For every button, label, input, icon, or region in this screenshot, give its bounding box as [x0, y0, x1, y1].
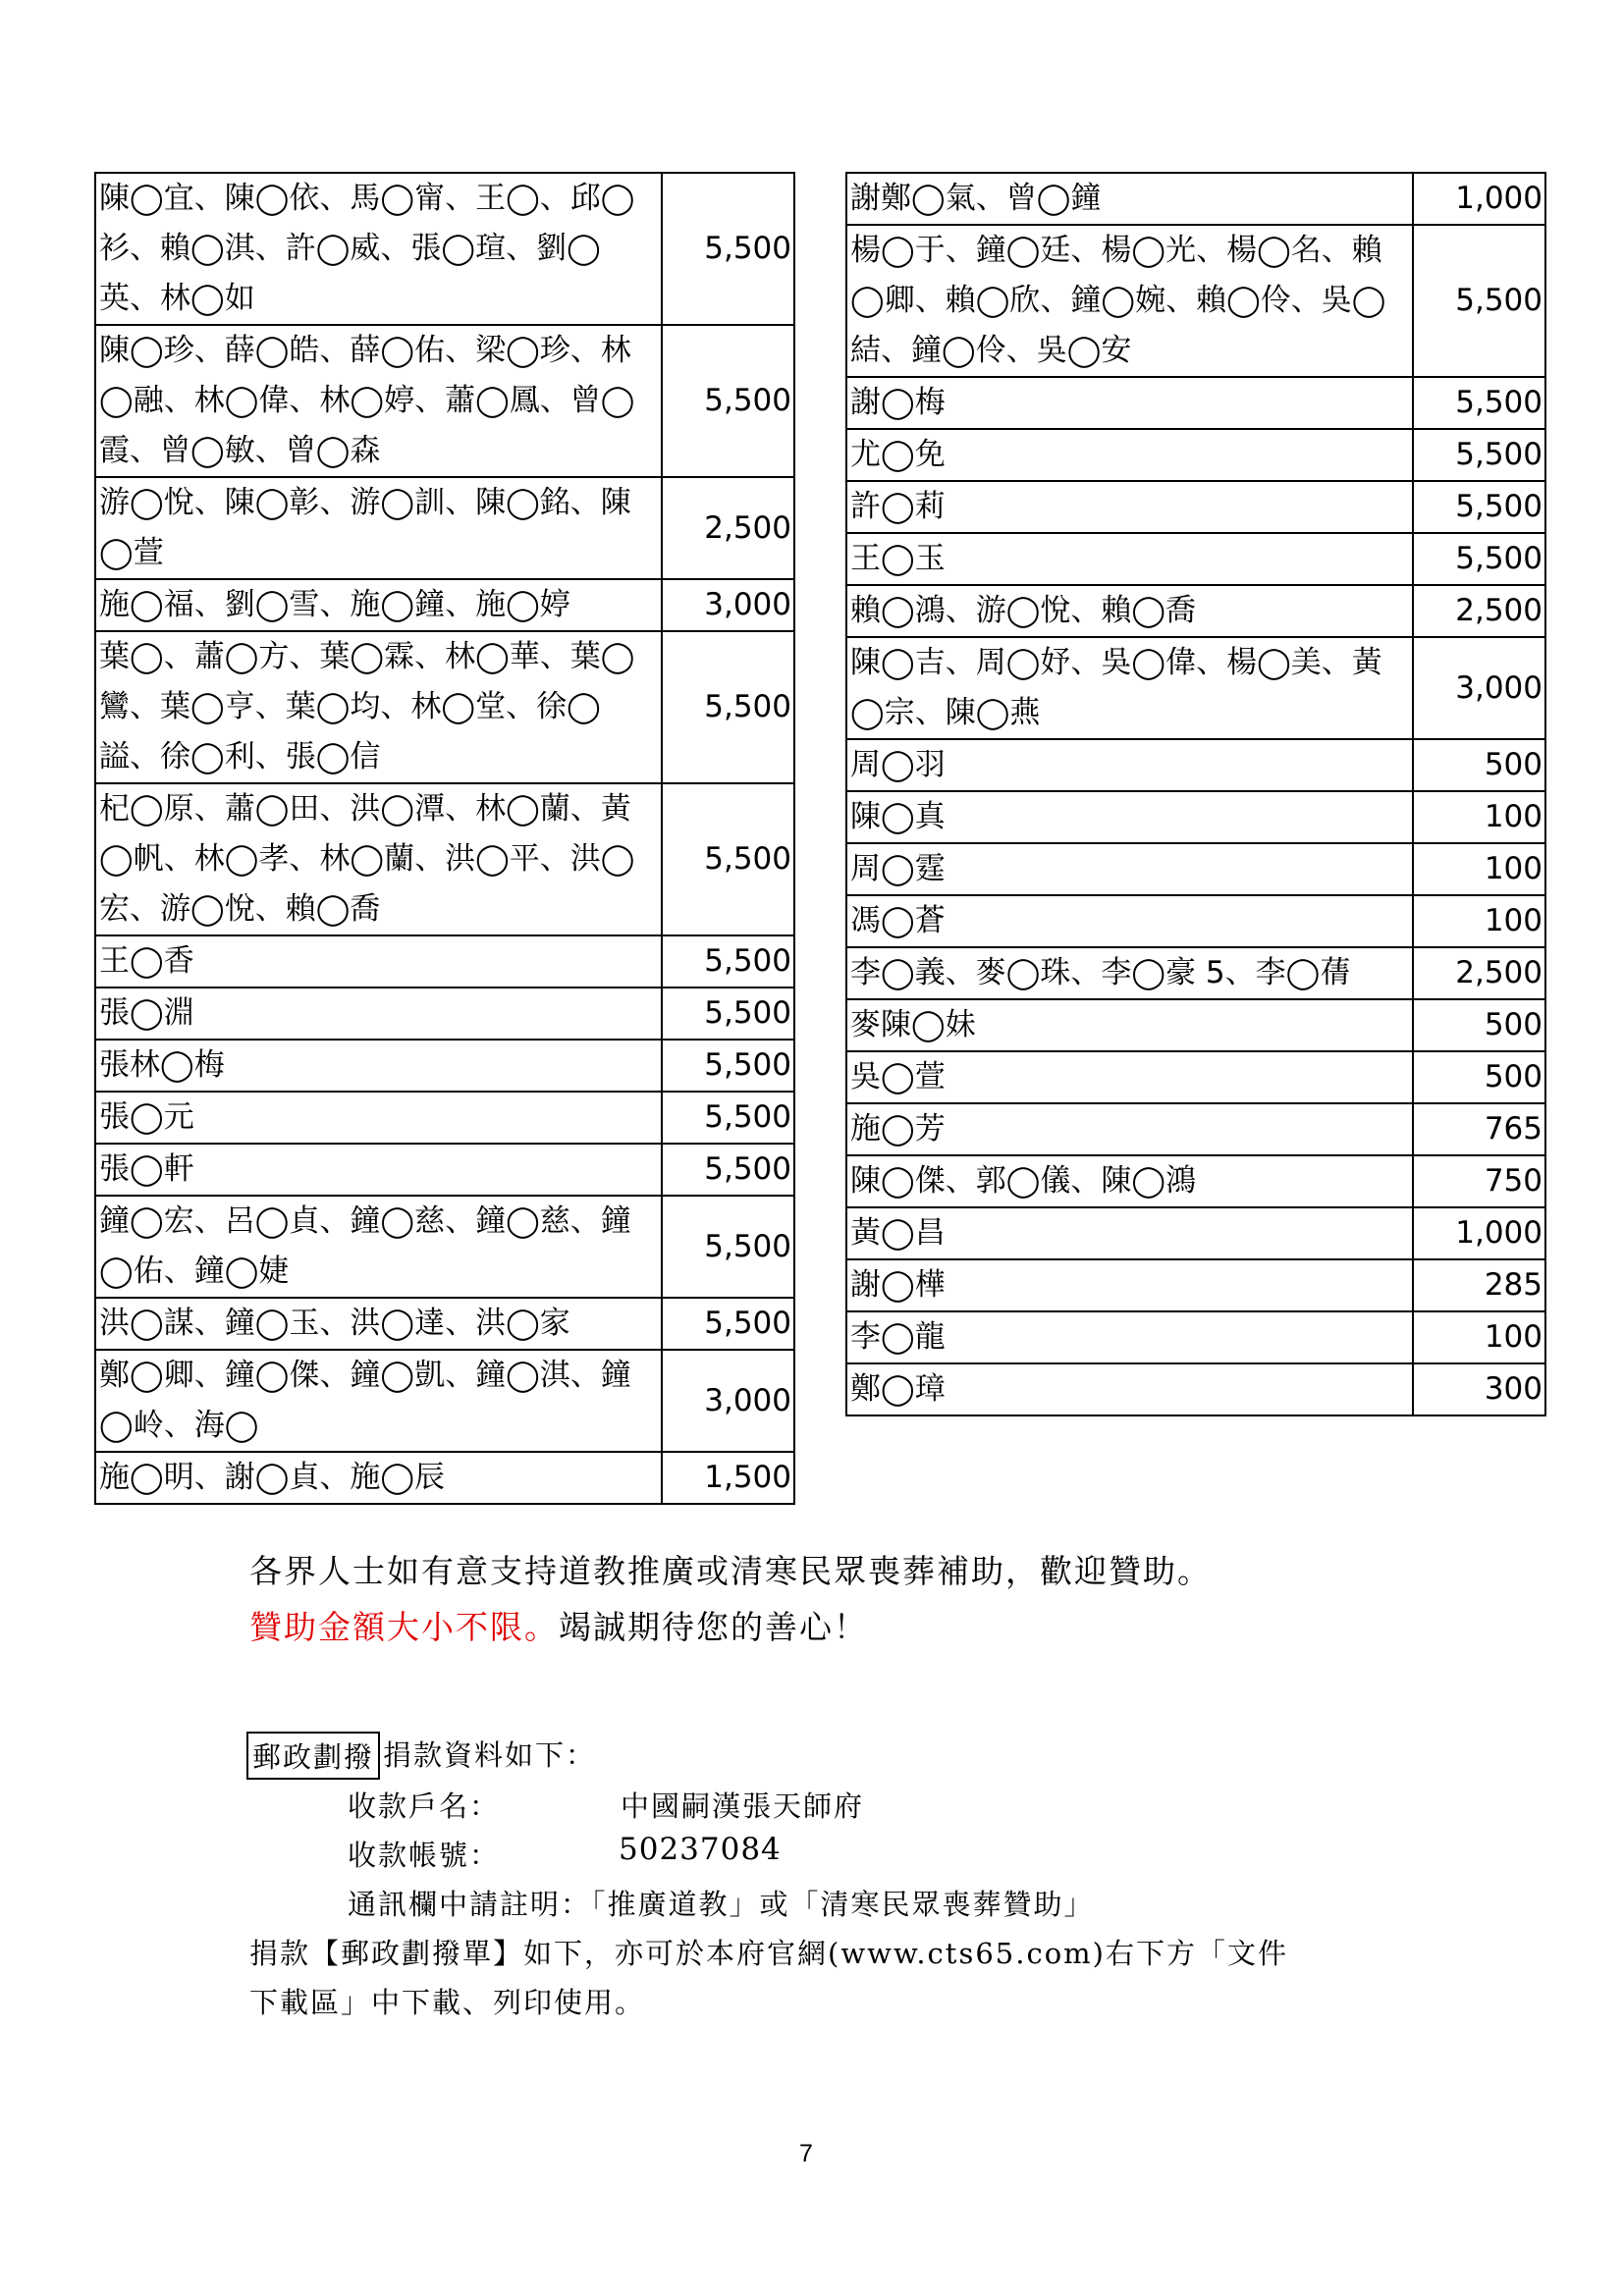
donor-row	[846, 1311, 1545, 1363]
appeal-line-1: 各界人士如有意支持道教推廣或清寒民眾喪葬補助，歡迎贊助。	[249, 1552, 1212, 1590]
donor-table-left	[94, 172, 795, 1505]
donation-amount: 5,500	[1413, 533, 1545, 585]
donor-row	[846, 377, 1545, 429]
donor-names: 陳◯傑、郭◯儀、陳◯鴻	[846, 1155, 1413, 1207]
donor-row	[846, 791, 1545, 843]
donor-row	[95, 1144, 794, 1196]
donation-amount: 100	[1413, 895, 1545, 947]
donor-names: 施◯芳	[846, 1103, 1413, 1155]
donor-row	[846, 999, 1545, 1051]
donor-names: 謝◯梅	[846, 377, 1413, 429]
page-number: 7	[799, 2140, 813, 2167]
donation-amount: 5,500	[662, 1196, 794, 1298]
donor-row	[95, 1350, 794, 1452]
donor-row	[95, 173, 794, 325]
donor-names: 張◯淵	[95, 988, 662, 1040]
donor-names: 吳◯萱	[846, 1051, 1413, 1103]
account-number-value: 50237084	[619, 1832, 782, 1867]
donor-names: 馮◯蒼	[846, 895, 1413, 947]
donor-row	[95, 783, 794, 935]
donation-amount: 300	[1413, 1363, 1545, 1415]
account-name-value: 中國嗣漢張天師府	[621, 1789, 865, 1823]
donor-row	[95, 1196, 794, 1298]
donor-names: 陳◯吉、周◯妤、吳◯偉、楊◯美、黃◯宗、陳◯燕	[846, 637, 1413, 739]
memo-instruction: 通訊欄中請註明：「推廣道教」或「清寒民眾喪葬贊助」	[348, 1888, 1095, 1921]
donation-amount: 500	[1413, 1051, 1545, 1103]
donation-amount: 1,000	[1413, 173, 1545, 225]
donor-names: 施◯福、劉◯雪、施◯鐘、施◯婷	[95, 579, 662, 631]
donor-names: 王◯玉	[846, 533, 1413, 585]
donation-amount: 5,500	[1413, 481, 1545, 533]
donation-amount: 5,500	[662, 1092, 794, 1144]
donor-names: 鐘◯宏、呂◯貞、鐘◯慈、鐘◯慈、鐘◯佑、鐘◯婕	[95, 1196, 662, 1298]
donation-amount: 5,500	[662, 1040, 794, 1092]
donation-amount: 1,000	[1413, 1207, 1545, 1259]
donor-row	[95, 325, 794, 477]
donor-names: 周◯羽	[846, 739, 1413, 791]
donor-names: 杞◯原、蕭◯田、洪◯潭、林◯蘭、黃◯帆、林◯孝、林◯蘭、洪◯平、洪◯宏、游◯悅、賴◯喬	[95, 783, 662, 935]
donation-amount: 750	[1413, 1155, 1545, 1207]
postal-intro: 捐款資料如下：	[383, 1738, 597, 1772]
donation-amount: 2,500	[1413, 947, 1545, 999]
donation-amount: 5,500	[662, 988, 794, 1040]
form-instruction-line-2: 下載區」中下載、列印使用。	[249, 1986, 646, 2019]
donor-names: 尤◯免	[846, 429, 1413, 481]
donor-names: 王◯香	[95, 935, 662, 988]
donor-names: 陳◯珍、薛◯皓、薛◯佑、梁◯珍、林◯融、林◯偉、林◯婷、蕭◯鳳、曾◯霞、曾◯敏、曾◯森	[95, 325, 662, 477]
donor-names: 陳◯真	[846, 791, 1413, 843]
donor-row	[846, 429, 1545, 481]
form-instruction-line-1: 捐款【郵政劃撥單】如下，亦可於本府官網(www.cts65.com)右下方「文件	[249, 1937, 1288, 1970]
donor-row	[846, 1155, 1545, 1207]
donor-names: 張◯元	[95, 1092, 662, 1144]
account-name-label: 收款戶名：	[348, 1789, 501, 1823]
donor-row	[95, 579, 794, 631]
donor-names: 張◯軒	[95, 1144, 662, 1196]
donor-row	[846, 1363, 1545, 1415]
appeal-highlight: 贊助金額大小不限。	[249, 1608, 559, 1646]
donation-amount: 500	[1413, 999, 1545, 1051]
donor-names: 洪◯謀、鐘◯玉、洪◯達、洪◯家	[95, 1298, 662, 1350]
donation-amount: 5,500	[662, 173, 794, 325]
donor-names: 麥陳◯妹	[846, 999, 1413, 1051]
donation-amount: 500	[1413, 739, 1545, 791]
donation-amount: 2,500	[662, 477, 794, 579]
donor-names: 謝◯樺	[846, 1259, 1413, 1311]
donor-row	[846, 225, 1545, 377]
donor-row	[95, 1040, 794, 1092]
donor-row	[846, 1207, 1545, 1259]
donation-amount: 2,500	[1413, 585, 1545, 637]
donor-row	[95, 935, 794, 988]
donation-amount: 3,000	[1413, 637, 1545, 739]
donor-row	[846, 895, 1545, 947]
donor-row	[95, 631, 794, 783]
donation-amount: 5,500	[1413, 429, 1545, 481]
donor-row	[846, 173, 1545, 225]
donor-names: 楊◯于、鐘◯廷、楊◯光、楊◯名、賴◯卿、賴◯欣、鐘◯婉、賴◯伶、吳◯結、鐘◯伶、吳◯安	[846, 225, 1413, 377]
donor-names: 許◯莉	[846, 481, 1413, 533]
donation-amount: 5,500	[662, 325, 794, 477]
donor-row	[95, 1452, 794, 1504]
appeal-line-2	[249, 1602, 868, 1648]
donor-names: 鄭◯卿、鐘◯傑、鐘◯凱、鐘◯淇、鐘◯岭、海◯	[95, 1350, 662, 1452]
donor-row	[846, 739, 1545, 791]
donor-row	[846, 1259, 1545, 1311]
donor-row	[846, 947, 1545, 999]
donor-names: 周◯霆	[846, 843, 1413, 895]
donation-amount: 3,000	[662, 579, 794, 631]
donor-names: 賴◯鴻、游◯悅、賴◯喬	[846, 585, 1413, 637]
donor-names: 葉◯、蕭◯方、葉◯霖、林◯華、葉◯鸞、葉◯亨、葉◯均、林◯堂、徐◯謚、徐◯利、張◯信	[95, 631, 662, 783]
donation-amount: 5,500	[662, 1298, 794, 1350]
donor-names: 張林◯梅	[95, 1040, 662, 1092]
donor-row	[95, 477, 794, 579]
donor-names: 陳◯宜、陳◯依、馬◯甯、王◯、邱◯衫、賴◯淇、許◯威、張◯瑄、劉◯英、林◯如	[95, 173, 662, 325]
donor-row	[846, 843, 1545, 895]
donor-row	[846, 637, 1545, 739]
donation-amount: 3,000	[662, 1350, 794, 1452]
donation-amount: 285	[1413, 1259, 1545, 1311]
donor-row	[846, 1103, 1545, 1155]
appeal-closing: 竭誠期待您的善心！	[559, 1608, 868, 1646]
donation-amount: 5,500	[662, 935, 794, 988]
donor-names: 謝鄭◯氣、曾◯鐘	[846, 173, 1413, 225]
postal-transfer-label: 郵政劃撥	[246, 1732, 380, 1780]
donor-row	[95, 988, 794, 1040]
donor-names: 施◯明、謝◯貞、施◯辰	[95, 1452, 662, 1504]
donation-amount: 100	[1413, 1311, 1545, 1363]
donor-row	[95, 1092, 794, 1144]
donor-row	[846, 1051, 1545, 1103]
donation-amount: 100	[1413, 791, 1545, 843]
donor-names: 游◯悅、陳◯彰、游◯訓、陳◯銘、陳◯萱	[95, 477, 662, 579]
donor-table-right	[845, 172, 1546, 1416]
donor-row	[846, 585, 1545, 637]
donor-row	[846, 533, 1545, 585]
donation-amount: 1,500	[662, 1452, 794, 1504]
donor-names: 李◯龍	[846, 1311, 1413, 1363]
donor-row	[846, 481, 1545, 533]
donation-amount: 5,500	[662, 783, 794, 935]
account-number-label: 收款帳號：	[348, 1839, 501, 1872]
donation-amount: 5,500	[662, 1144, 794, 1196]
donor-names: 鄭◯璋	[846, 1363, 1413, 1415]
donor-names: 李◯義、麥◯珠、李◯豪 5、李◯蒨	[846, 947, 1413, 999]
donation-amount: 100	[1413, 843, 1545, 895]
donation-amount: 5,500	[662, 631, 794, 783]
donation-amount: 5,500	[1413, 225, 1545, 377]
donor-row	[95, 1298, 794, 1350]
donor-names: 黃◯昌	[846, 1207, 1413, 1259]
donation-amount: 5,500	[1413, 377, 1545, 429]
donation-amount: 765	[1413, 1103, 1545, 1155]
